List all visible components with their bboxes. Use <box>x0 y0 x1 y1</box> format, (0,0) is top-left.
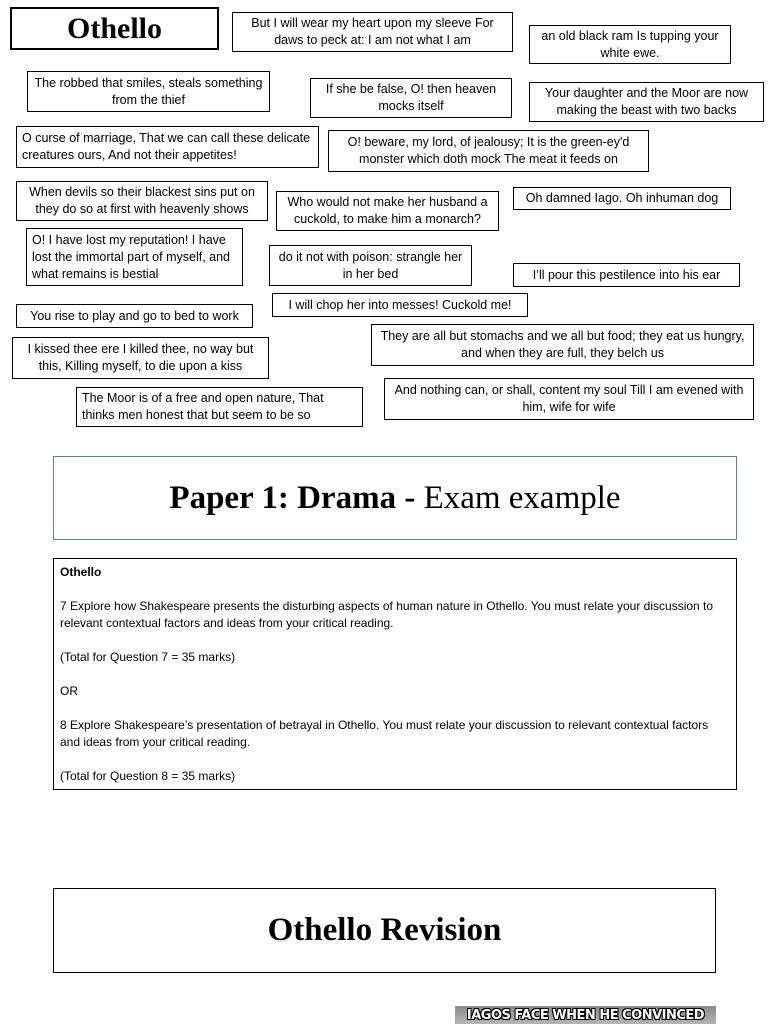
quote-box: do it not with poison: strangle her in her bed <box>269 245 472 286</box>
quote-box: Who would not make her husband a cuckold, to make him a monarch? <box>276 191 499 231</box>
quote-box: O! beware, my lord, of jealousy; It is the green-ey'd monster which doth mock The meat it feeds on <box>328 130 649 172</box>
meme-image <box>455 1006 716 1024</box>
quote-box: And nothing can, or shall, content my soul Till I am evened with him, wife for wife <box>384 378 754 420</box>
quote-box: If she be false, O! then heaven mocks itself <box>310 78 512 118</box>
quote-box: O! I have lost my reputation! I have lost the immortal part of myself, and what remains is bestial <box>26 228 243 286</box>
quote-box: But I will wear my heart upon my sleeve For daws to peck at: I am not what I am <box>232 12 513 52</box>
exam-title: Othello <box>60 565 102 579</box>
revision-heading: Othello Revision <box>53 888 716 973</box>
quote-box: When devils so their blackest sins put on they do so at first with heavenly shows <box>16 181 268 221</box>
or-label: OR <box>60 684 78 698</box>
meme-caption: IAGOS FACE WHEN HE CONVINCED <box>466 1007 705 1023</box>
question-8-total: (Total for Question 8 = 35 marks) <box>60 769 236 783</box>
paper-heading <box>53 456 737 540</box>
quote-box: O curse of marriage, That we can call these delicate creatures ours, And not their appetites! <box>16 126 319 168</box>
quote-box: I’ll pour this pestilence into his ear <box>513 263 740 287</box>
paper-heading-normal: Exam example <box>415 479 621 516</box>
paper-heading-bold: Paper 1: Drama - <box>169 479 416 516</box>
quote-box: I kissed thee ere I killed thee, no way but this, Killing myself, to die upon a kiss <box>12 337 269 379</box>
question-7: 7 Explore how Shakespeare presents the disturbing aspects of human nature in Othello. You must relate your discussion to relevant contextual factors and ideas from your critical reading. <box>60 599 714 630</box>
quote-box: Oh damned Iago. Oh inhuman dog <box>513 187 731 210</box>
question-8: 8 Explore Shakespeare’s presentation of betrayal in Othello. You must relate your discussion to relevant contextual factors and ideas from your critical reading. <box>60 718 709 749</box>
quote-box: The Moor is of a free and open nature, That thinks men honest that but seem to be so <box>76 387 363 427</box>
quote-box: Your daughter and the Moor are now making the beast with two backs <box>529 82 764 122</box>
quote-box: The robbed that smiles, steals something from the thief <box>27 71 270 112</box>
page-title: Othello <box>10 7 219 50</box>
question-7-total: (Total for Question 7 = 35 marks) <box>60 650 236 664</box>
quote-box: They are all but stomachs and we all but food; they eat us hungry, and when they are full, they belch us <box>371 324 754 366</box>
quote-box: I will chop her into messes! Cuckold me! <box>272 293 528 317</box>
quote-box: You rise to play and go to bed to work <box>16 304 253 328</box>
quote-box: an old black ram Is tupping your white ewe. <box>529 25 731 64</box>
exam-question-box <box>53 558 737 790</box>
